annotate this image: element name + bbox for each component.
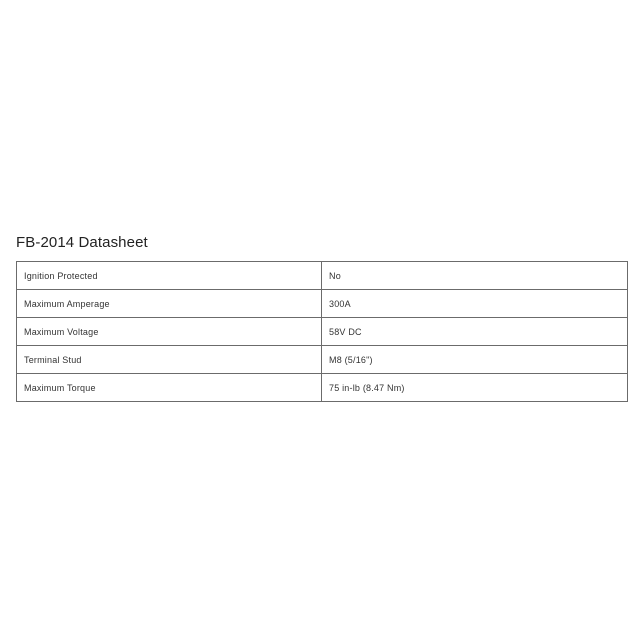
spec-label: Maximum Amperage [17,290,322,318]
table-row [17,290,628,318]
spec-value: 75 in-lb (8.47 Nm) [322,374,628,402]
spec-label: Terminal Stud [17,346,322,374]
table-row [17,346,628,374]
spec-table [16,261,628,402]
spec-label: Maximum Voltage [17,318,322,346]
spec-value: No [322,262,628,290]
spec-label: Maximum Torque [17,374,322,402]
spec-value: 300A [322,290,628,318]
table-row [17,374,628,402]
datasheet-section [16,233,627,402]
spec-value: 58V DC [322,318,628,346]
spec-value: M8 (5/16") [322,346,628,374]
datasheet-title: FB-2014 Datasheet [16,234,148,251]
spec-label: Ignition Protected [17,262,322,290]
table-row [17,262,628,290]
table-row [17,318,628,346]
